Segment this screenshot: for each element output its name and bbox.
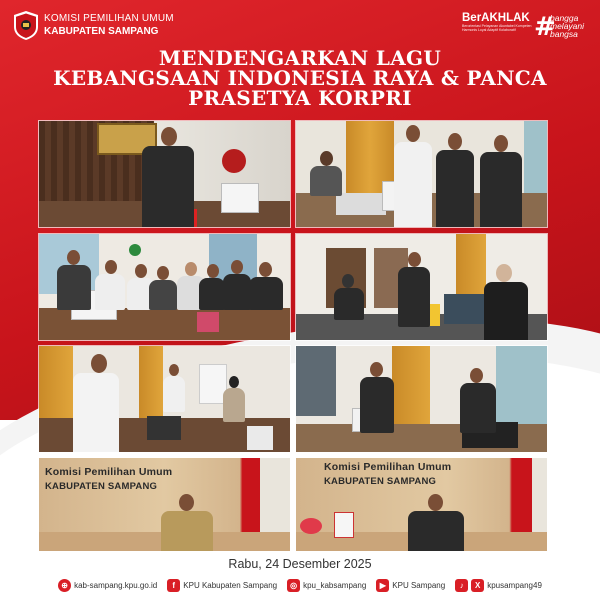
kpu-sign-line2-b: KABUPATEN SAMPANG	[324, 476, 437, 487]
photo-office-group	[38, 233, 291, 341]
photo-kpu-reception-officer	[38, 457, 291, 552]
kpu-sign-line1: Komisi Pemilihan Umum	[45, 466, 173, 478]
photo-kpu-reception-officer-2	[295, 457, 548, 552]
tiktok-x-text: kpusampang49	[487, 580, 542, 590]
org-line1: KOMISI PEMILIHAN UMUM	[44, 13, 174, 24]
footer-instagram[interactable]	[287, 579, 366, 592]
footer-website[interactable]	[58, 579, 157, 592]
bangga-line3: bangsa	[550, 29, 578, 39]
event-date: Rabu, 24 Desember 2025	[228, 557, 372, 571]
title-line2: KEBANGSAAN INDONESIA RAYA & PANCA	[53, 66, 547, 90]
youtube-text: KPU Sampang	[392, 580, 446, 590]
youtube-icon: ▶	[376, 579, 389, 592]
tiktok-icon: ♪	[455, 579, 468, 592]
instagram-text: kpu_kabsampang	[303, 580, 367, 590]
berakhlak-subtitle: Berorientasi Pelayanan Akuntabel Kompeten Harmonis Loyal Adaptif Kolaboratif	[462, 24, 532, 32]
x-icon: X	[471, 579, 484, 592]
photo-office-three-officers	[295, 120, 548, 228]
bangga-melayani-bangsa-logo	[534, 14, 592, 42]
footer-youtube[interactable]	[376, 579, 445, 592]
facebook-icon: f	[167, 579, 180, 592]
instagram-icon: ◎	[287, 579, 300, 592]
globe-icon: ⊕	[58, 579, 71, 592]
title-line3: PRASETYA KORPRI	[188, 86, 412, 110]
berakhlak-logo	[462, 12, 532, 32]
website-text: kab-sampang.kpu.go.id	[74, 580, 158, 590]
photo-grid	[38, 120, 562, 552]
photo-office-two-women-one-man	[295, 233, 548, 341]
org-line2: KABUPATEN SAMPANG	[44, 26, 159, 37]
photo-office-single-officer	[38, 120, 291, 228]
kpu-sign-line1-b: Komisi Pemilihan Umum	[324, 461, 452, 473]
footer-social-bar	[0, 574, 600, 596]
photo-office-two-officers	[295, 345, 548, 453]
bangga-line1: bangga	[550, 13, 579, 23]
facebook-text: KPU Kabupaten Sampang	[183, 580, 278, 590]
footer-facebook[interactable]	[167, 579, 277, 592]
kpu-sign-line2: KABUPATEN SAMPANG	[45, 481, 158, 492]
title-line1: MENDENGARKAN LAGU	[158, 46, 442, 70]
photo-office-white-shirt	[38, 345, 291, 453]
berakhlak-name: BerAKHLAK	[462, 12, 530, 24]
organization-name	[44, 12, 174, 38]
hashtag-icon: #	[534, 12, 556, 42]
bangga-line2: melayani	[550, 21, 585, 31]
footer-tiktok-x[interactable]	[455, 579, 542, 592]
kpu-logo	[12, 10, 40, 41]
page-title	[0, 48, 600, 108]
